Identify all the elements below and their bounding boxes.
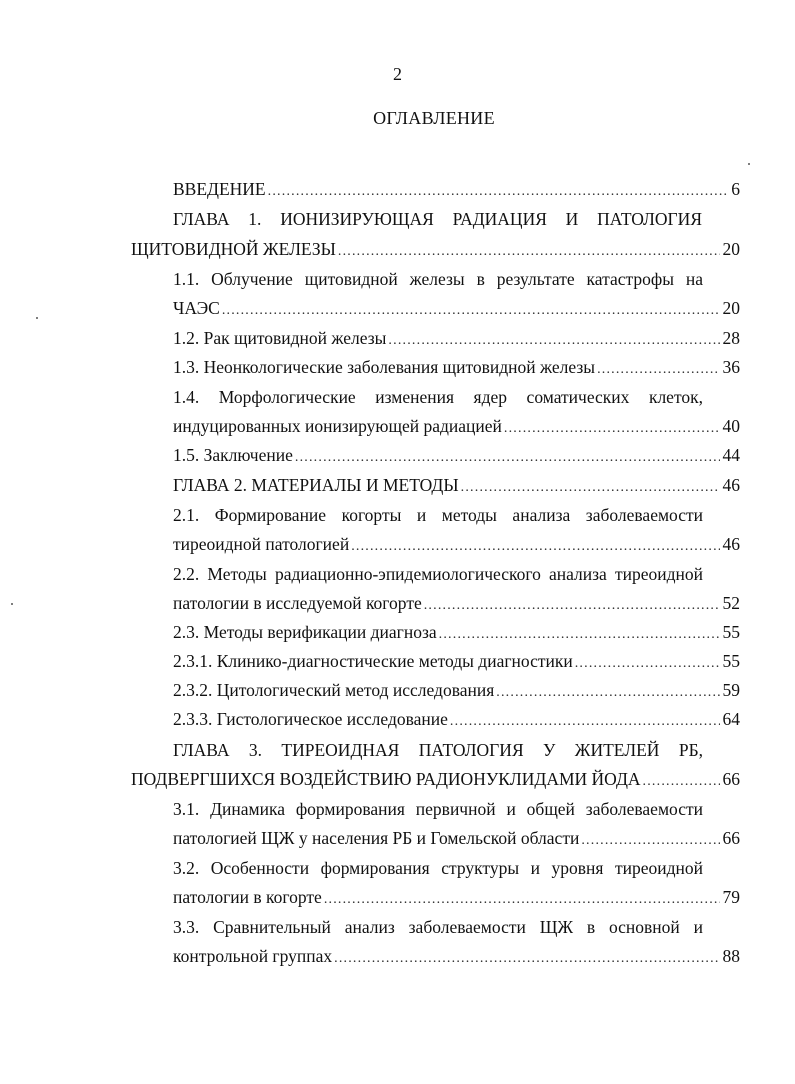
scan-speck (748, 163, 750, 165)
toc-entry-text: ЩИТОВИДНОЙ ЖЕЛЕЗЫ (131, 239, 336, 259)
toc-entry-text: 1.2. Рак щитовидной железы (173, 328, 387, 348)
toc-entry-1-3[interactable] (173, 354, 740, 380)
toc-entry-2-1-line-1[interactable]: 2.1. Формирование когорты и методы анализа заболеваемости (173, 505, 703, 525)
toc-entry-chapter-1[interactable] (131, 236, 740, 262)
leader-dots (424, 593, 720, 619)
toc-entry-chapter-1-line-1[interactable]: ГЛАВА 1. ИОНИЗИРУЮЩАЯ РАДИАЦИЯ И ПАТОЛОГИЯ (173, 209, 702, 229)
toc-entry-2-3-2[interactable] (173, 677, 740, 703)
toc-entry-2-1[interactable] (173, 531, 740, 557)
leader-dots (575, 651, 720, 677)
leader-dots (450, 709, 720, 735)
toc-entry-chapter-3[interactable] (131, 766, 740, 792)
toc-entry-page: 66 (722, 828, 740, 848)
leader-dots (222, 298, 720, 324)
leader-dots (504, 416, 720, 442)
toc-entry-text: 2.3.1. Клинико-диагностические методы диагностики (173, 651, 573, 671)
leader-dots (268, 179, 729, 205)
toc-entry-page: 66 (722, 769, 740, 789)
toc-entry-page: 6 (731, 179, 740, 199)
toc-entry-text: ПОДВЕРГШИХСЯ ВОЗДЕЙСТВИЮ РАДИОНУКЛИДАМИ ЙОДА (131, 769, 641, 789)
toc-entry-text: тиреоидной патологией (173, 534, 350, 554)
toc-entry-page: 64 (722, 709, 740, 729)
toc-entry-3-2-line-1[interactable]: 3.2. Особенности формирования структуры и уровня тиреоидной (173, 858, 703, 878)
leader-dots (643, 769, 720, 795)
toc-entry-1-4[interactable] (173, 413, 740, 439)
toc-entry-page: 46 (722, 475, 740, 495)
leader-dots (388, 328, 719, 354)
toc-entry-text: 1.5. Заключение (173, 445, 293, 465)
leader-dots (334, 946, 719, 972)
toc-entry-2-3[interactable] (173, 619, 740, 645)
toc-entry-1-1[interactable] (173, 295, 740, 321)
toc-entry-text: 2.3.3. Гистологическое исследование (173, 709, 448, 729)
toc-title: ОГЛАВЛЕНИЕ (373, 108, 495, 128)
toc-entry-text: 2.3.2. Цитологический метод исследования (173, 680, 495, 700)
toc-entry-text: ВВЕДЕНИЕ (173, 179, 266, 199)
toc-entry-page: 44 (722, 445, 740, 465)
toc-entry-1-4-line-1[interactable]: 1.4. Морфологические изменения ядер соматических клеток, (173, 387, 703, 407)
toc-entry-page: 88 (722, 946, 740, 966)
toc-entry-page: 20 (722, 298, 740, 318)
leader-dots (461, 475, 720, 501)
toc-entry-1-5[interactable] (173, 442, 740, 468)
toc-entry-2-2[interactable] (173, 590, 740, 616)
toc-entry-3-2[interactable] (173, 884, 740, 910)
toc-entry-text: ЧАЭС (173, 298, 220, 318)
toc-entry-page: 55 (722, 622, 740, 642)
toc-entry-text: индуцированных ионизирующей радиацией (173, 416, 502, 436)
toc-entry-page: 40 (722, 416, 740, 436)
toc-entry-text: контрольной группах (173, 946, 333, 966)
toc-entry-1-2[interactable] (173, 325, 740, 351)
toc-entry-3-3-line-1[interactable]: 3.3. Сравнительный анализ заболеваемости ЩЖ в основной и (173, 917, 703, 937)
toc-entry-page: 28 (722, 328, 740, 348)
toc-entry-text: ГЛАВА 2. МАТЕРИАЛЫ И МЕТОДЫ (173, 475, 459, 495)
toc-entry-3-1[interactable] (173, 825, 740, 851)
scan-speck (11, 603, 13, 605)
toc-entry-2-3-1[interactable] (173, 648, 740, 674)
toc-entry-text: 2.3. Методы верификации диагноза (173, 622, 437, 642)
leader-dots (439, 622, 720, 648)
leader-dots (496, 680, 719, 706)
toc-entry-text: 1.3. Неонкологические заболевания щитовидной железы (173, 357, 596, 377)
leader-dots (295, 445, 720, 471)
toc-entry-page: 20 (722, 239, 740, 259)
toc-entry-3-1-line-1[interactable]: 3.1. Динамика формирования первичной и общей заболеваемости (173, 799, 703, 819)
leader-dots (338, 239, 720, 265)
toc-entry-1-1-line-1[interactable]: 1.1. Облучение щитовидной железы в результате катастрофы на (173, 269, 703, 289)
toc-entry-2-2-line-1[interactable]: 2.2. Методы радиационно-эпидемиологического анализа тиреоидной (173, 564, 703, 584)
leader-dots (351, 534, 719, 560)
toc-entry-text: патологии в исследуемой когорте (173, 593, 422, 613)
toc-entry-chapter-2[interactable] (173, 472, 740, 498)
toc-entry-3-3[interactable] (173, 943, 740, 969)
leader-dots (597, 357, 719, 383)
toc-entry-text: патологией ЩЖ у населения РБ и Гомельской области (173, 828, 580, 848)
toc-entry-page: 55 (722, 651, 740, 671)
toc-entry-page: 79 (722, 887, 740, 907)
leader-dots (581, 828, 719, 854)
toc-entry-introduction[interactable] (173, 176, 740, 202)
toc-entry-2-3-3[interactable] (173, 706, 740, 732)
toc-entry-page: 59 (722, 680, 740, 700)
scan-speck (36, 317, 38, 319)
toc-entry-text: патологии в когорте (173, 887, 322, 907)
page-number: 2 (393, 64, 402, 84)
toc-entry-page: 46 (722, 534, 740, 554)
leader-dots (324, 887, 720, 913)
toc-entry-chapter-3-line-1[interactable]: ГЛАВА 3. ТИРЕОИДНАЯ ПАТОЛОГИЯ У ЖИТЕЛЕЙ РБ, (173, 740, 703, 760)
toc-entry-page: 52 (722, 593, 740, 613)
toc-entry-page: 36 (722, 357, 740, 377)
